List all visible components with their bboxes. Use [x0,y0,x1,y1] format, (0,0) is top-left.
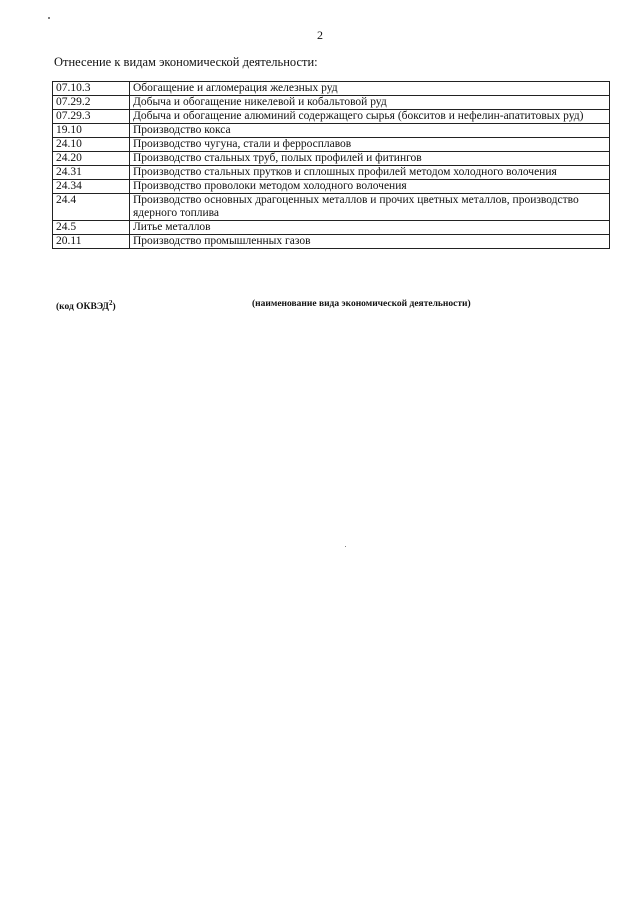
table-row [53,138,610,152]
activity-name-cell: Добыча и обогащение никелевой и кобальтовой руд [130,96,610,110]
scan-speck [345,546,346,547]
okved-code-cell: 24.10 [53,138,130,152]
okved-code-cell: 07.10.3 [53,82,130,96]
okved-code-cell: 07.29.2 [53,96,130,110]
okved-code-caption-close: ) [112,302,116,313]
table-row [53,152,610,166]
table-row [53,96,610,110]
table-row [53,221,610,235]
activity-name-cell: Литье металлов [130,221,610,235]
table-row [53,166,610,180]
okved-code-cell: 24.20 [53,152,130,166]
activity-name-cell: Производство основных драгоценных металлов и прочих цветных металлов, производство ядерного топлива [130,194,610,221]
activity-name-caption: (наименование вида экономической деятельности) [252,299,471,309]
okved-code-caption [56,299,116,312]
page-number: 2 [317,28,323,42]
okved-code-cell: 24.34 [53,180,130,194]
activity-name-cell: Производство промышленных газов [130,235,610,249]
okved-code-cell: 24.31 [53,166,130,180]
activity-name-cell: Обогащение и агломерация железных руд [130,82,610,96]
table-row [53,82,610,96]
table-row [53,194,610,221]
table-row [53,180,610,194]
table-row [53,124,610,138]
table-row [53,110,610,124]
section-heading: Отнесение к видам экономической деятельности: [54,55,318,69]
activity-name-cell: Производство стальных труб, полых профилей и фитингов [130,152,610,166]
activity-name-cell: Производство кокса [130,124,610,138]
table-row [53,235,610,249]
okved-code-caption-label: (код ОКВЭД [56,302,109,313]
okved-code-cell: 20.11 [53,235,130,249]
okved-code-cell: 24.5 [53,221,130,235]
okved-activities-table [52,81,610,249]
scan-speck [48,17,50,19]
footnote-marker: 2 [108,299,113,307]
activity-name-cell: Производство стальных прутков и сплошных профилей методом холодного волочения [130,166,610,180]
activity-name-cell: Добыча и обогащение алюминий содержащего сырья (бокситов и нефелин-апатитовых руд) [130,110,610,124]
activity-name-cell: Производство чугуна, стали и ферросплавов [130,138,610,152]
activity-name-cell: Производство проволоки методом холодного волочения [130,180,610,194]
okved-code-cell: 19.10 [53,124,130,138]
okved-code-cell: 07.29.3 [53,110,130,124]
okved-code-cell: 24.4 [53,194,130,221]
